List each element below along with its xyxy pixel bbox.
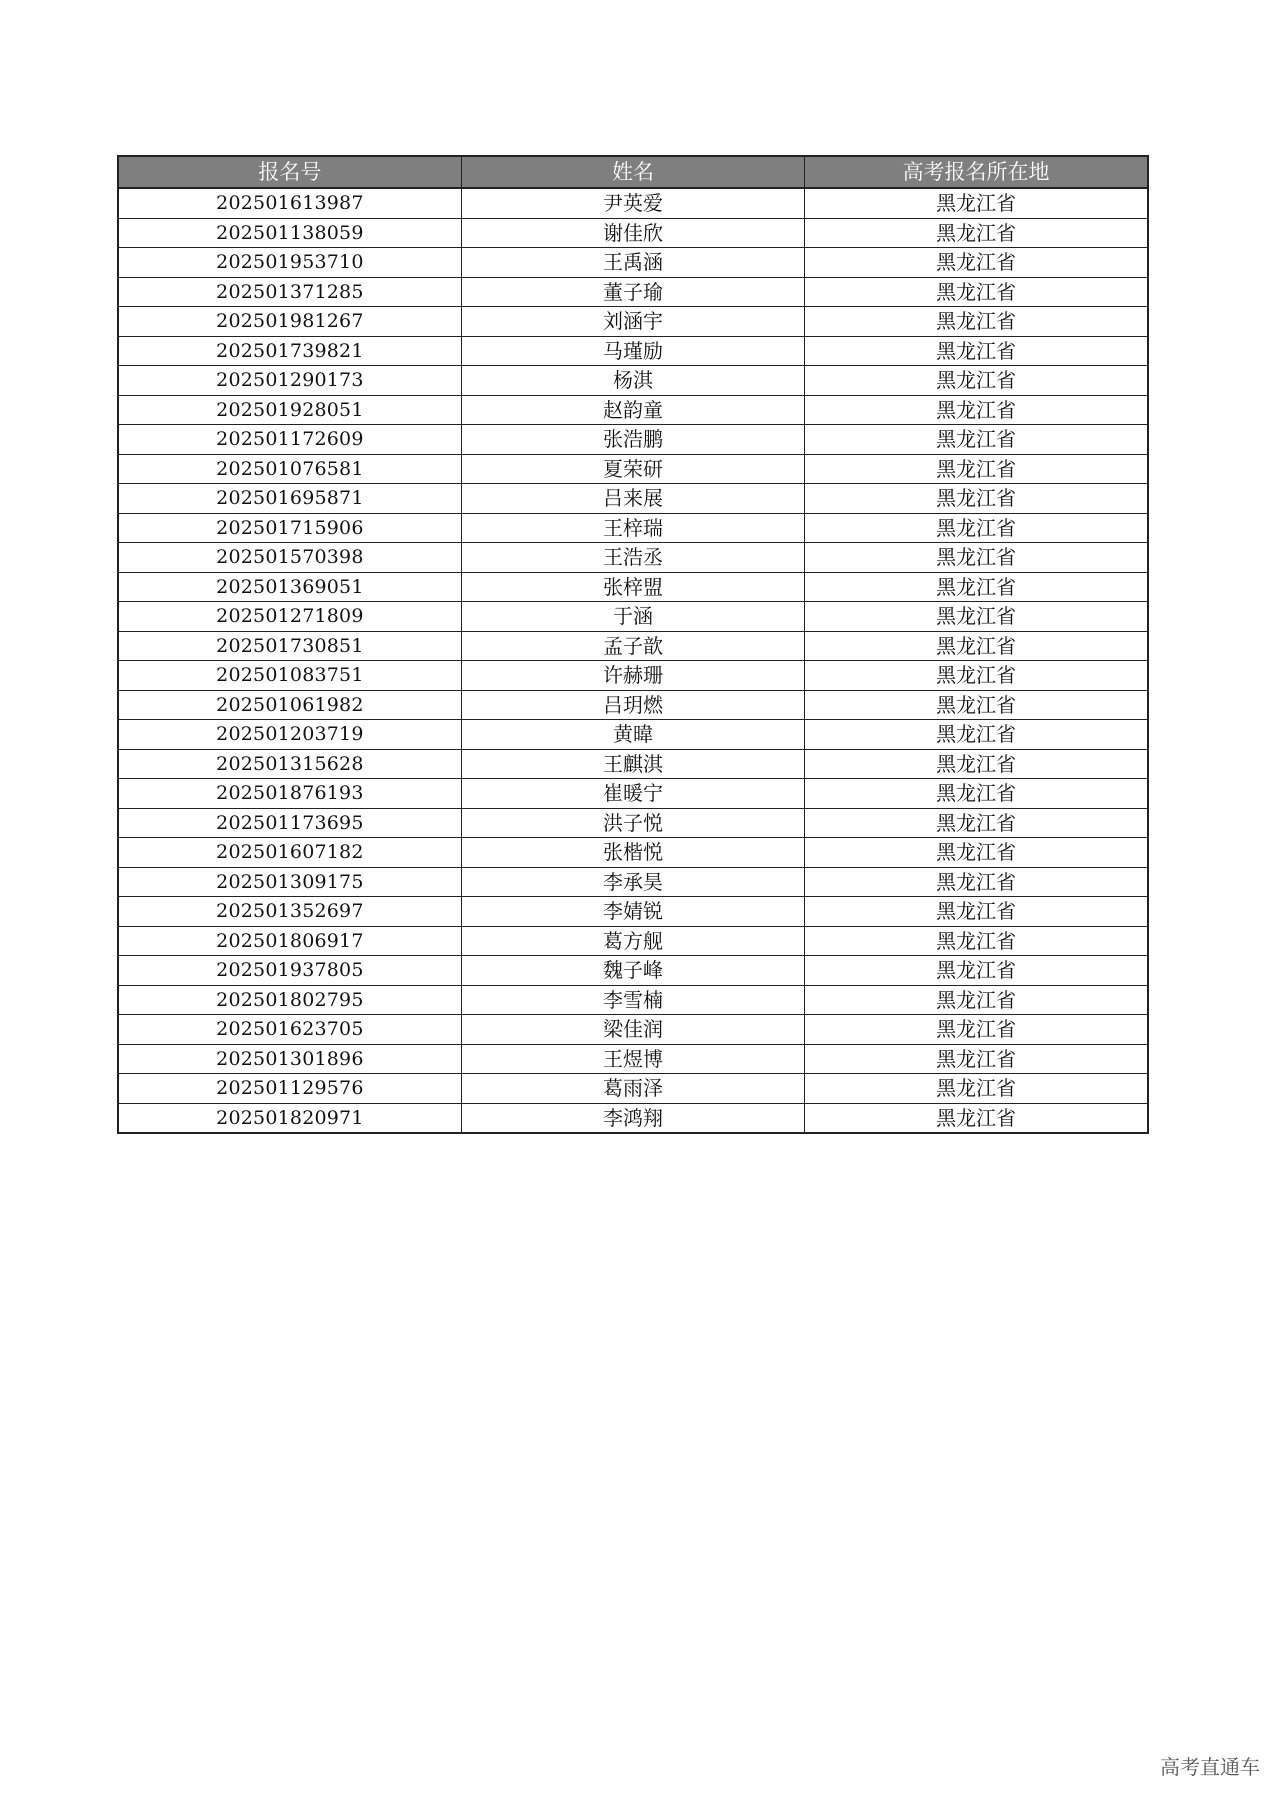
table-row [118, 808, 1148, 838]
table-row [118, 336, 1148, 366]
cell-registration-number: 202501820971 [118, 1103, 461, 1133]
header-name: 姓名 [461, 156, 804, 188]
cell-name: 黄暐 [461, 720, 804, 750]
cell-registration-number: 202501876193 [118, 779, 461, 809]
cell-name: 赵韵童 [461, 395, 804, 425]
cell-registration-number: 202501138059 [118, 218, 461, 248]
cell-registration-location: 黑龙江省 [805, 867, 1148, 897]
cell-registration-number: 202501172609 [118, 425, 461, 455]
cell-registration-number: 202501953710 [118, 248, 461, 278]
cell-name: 董子瑜 [461, 277, 804, 307]
cell-registration-number: 202501315628 [118, 749, 461, 779]
cell-registration-location: 黑龙江省 [805, 1044, 1148, 1074]
table-row [118, 690, 1148, 720]
cell-registration-number: 202501371285 [118, 277, 461, 307]
cell-registration-number: 202501083751 [118, 661, 461, 691]
cell-name: 刘涵宇 [461, 307, 804, 337]
cell-registration-location: 黑龙江省 [805, 277, 1148, 307]
cell-registration-location: 黑龙江省 [805, 395, 1148, 425]
table-row [118, 897, 1148, 927]
cell-name: 李婧锐 [461, 897, 804, 927]
cell-name: 王煜博 [461, 1044, 804, 1074]
cell-name: 李鸿翔 [461, 1103, 804, 1133]
cell-registration-location: 黑龙江省 [805, 1103, 1148, 1133]
cell-registration-number: 202501290173 [118, 366, 461, 396]
cell-name: 谢佳欣 [461, 218, 804, 248]
cell-name: 杨淇 [461, 366, 804, 396]
registration-table [117, 155, 1149, 1134]
cell-registration-location: 黑龙江省 [805, 513, 1148, 543]
table-row [118, 926, 1148, 956]
table-row [118, 661, 1148, 691]
cell-name: 王浩丞 [461, 543, 804, 573]
cell-registration-number: 202501173695 [118, 808, 461, 838]
table-row [118, 1015, 1148, 1045]
cell-registration-location: 黑龙江省 [805, 572, 1148, 602]
cell-registration-number: 202501928051 [118, 395, 461, 425]
table-row [118, 1044, 1148, 1074]
cell-registration-location: 黑龙江省 [805, 248, 1148, 278]
cell-registration-location: 黑龙江省 [805, 602, 1148, 632]
table-row [118, 218, 1148, 248]
cell-name: 魏子峰 [461, 956, 804, 986]
table-row [118, 454, 1148, 484]
cell-registration-location: 黑龙江省 [805, 779, 1148, 809]
table-row [118, 484, 1148, 514]
cell-registration-location: 黑龙江省 [805, 366, 1148, 396]
cell-registration-number: 202501203719 [118, 720, 461, 750]
header-registration-number: 报名号 [118, 156, 461, 188]
cell-registration-number: 202501309175 [118, 867, 461, 897]
table-row [118, 631, 1148, 661]
table-row [118, 867, 1148, 897]
cell-registration-number: 202501352697 [118, 897, 461, 927]
cell-registration-location: 黑龙江省 [805, 218, 1148, 248]
cell-registration-number: 202501806917 [118, 926, 461, 956]
table-row [118, 749, 1148, 779]
cell-name: 吕玥燃 [461, 690, 804, 720]
table-row [118, 779, 1148, 809]
table-row [118, 602, 1148, 632]
cell-registration-location: 黑龙江省 [805, 336, 1148, 366]
cell-registration-number: 202501695871 [118, 484, 461, 514]
cell-name: 于涵 [461, 602, 804, 632]
cell-name: 王梓瑞 [461, 513, 804, 543]
table-row [118, 395, 1148, 425]
cell-name: 李雪楠 [461, 985, 804, 1015]
cell-registration-location: 黑龙江省 [805, 749, 1148, 779]
header-registration-location: 高考报名所在地 [805, 156, 1148, 188]
cell-registration-number: 202501129576 [118, 1074, 461, 1104]
cell-registration-location: 黑龙江省 [805, 926, 1148, 956]
cell-name: 洪子悦 [461, 808, 804, 838]
cell-registration-number: 202501061982 [118, 690, 461, 720]
cell-registration-location: 黑龙江省 [805, 838, 1148, 868]
table-row [118, 543, 1148, 573]
cell-registration-number: 202501613987 [118, 188, 461, 218]
cell-registration-location: 黑龙江省 [805, 1074, 1148, 1104]
cell-name: 梁佳润 [461, 1015, 804, 1045]
cell-name: 李承昊 [461, 867, 804, 897]
cell-registration-location: 黑龙江省 [805, 188, 1148, 218]
cell-registration-location: 黑龙江省 [805, 1015, 1148, 1045]
cell-registration-location: 黑龙江省 [805, 690, 1148, 720]
cell-registration-number: 202501369051 [118, 572, 461, 602]
cell-name: 马瑾励 [461, 336, 804, 366]
table-row [118, 248, 1148, 278]
cell-registration-location: 黑龙江省 [805, 484, 1148, 514]
cell-registration-location: 黑龙江省 [805, 661, 1148, 691]
cell-registration-location: 黑龙江省 [805, 307, 1148, 337]
table-row [118, 1103, 1148, 1133]
cell-name: 张浩鹏 [461, 425, 804, 455]
cell-registration-location: 黑龙江省 [805, 956, 1148, 986]
cell-name: 王麒淇 [461, 749, 804, 779]
cell-registration-number: 202501981267 [118, 307, 461, 337]
cell-registration-location: 黑龙江省 [805, 897, 1148, 927]
cell-registration-location: 黑龙江省 [805, 808, 1148, 838]
table-row [118, 188, 1148, 218]
cell-name: 葛方舰 [461, 926, 804, 956]
cell-name: 张楷悦 [461, 838, 804, 868]
cell-registration-number: 202501730851 [118, 631, 461, 661]
cell-registration-location: 黑龙江省 [805, 425, 1148, 455]
cell-registration-number: 202501570398 [118, 543, 461, 573]
table-row [118, 307, 1148, 337]
cell-registration-location: 黑龙江省 [805, 985, 1148, 1015]
table-row [118, 572, 1148, 602]
cell-registration-location: 黑龙江省 [805, 631, 1148, 661]
cell-registration-number: 202501937805 [118, 956, 461, 986]
cell-registration-number: 202501802795 [118, 985, 461, 1015]
table-header [118, 156, 1148, 188]
cell-registration-number: 202501301896 [118, 1044, 461, 1074]
table-row [118, 425, 1148, 455]
cell-name: 夏荣研 [461, 454, 804, 484]
cell-registration-number: 202501607182 [118, 838, 461, 868]
cell-name: 葛雨泽 [461, 1074, 804, 1104]
cell-name: 崔暖宁 [461, 779, 804, 809]
cell-name: 王禹涵 [461, 248, 804, 278]
cell-name: 许赫珊 [461, 661, 804, 691]
table-row [118, 366, 1148, 396]
cell-registration-location: 黑龙江省 [805, 720, 1148, 750]
table-row [118, 956, 1148, 986]
table-row [118, 985, 1148, 1015]
table-row [118, 513, 1148, 543]
cell-registration-number: 202501623705 [118, 1015, 461, 1045]
cell-name: 吕来展 [461, 484, 804, 514]
table-row [118, 720, 1148, 750]
table-row [118, 1074, 1148, 1104]
table-body [118, 188, 1148, 1133]
table-row [118, 838, 1148, 868]
cell-registration-location: 黑龙江省 [805, 454, 1148, 484]
watermark-text: 高考直通车 [1160, 1755, 1260, 1779]
cell-registration-number: 202501271809 [118, 602, 461, 632]
cell-registration-number: 202501715906 [118, 513, 461, 543]
cell-name: 张梓盟 [461, 572, 804, 602]
header-row [118, 156, 1148, 188]
cell-name: 孟子歆 [461, 631, 804, 661]
cell-name: 尹英爱 [461, 188, 804, 218]
cell-registration-number: 202501076581 [118, 454, 461, 484]
cell-registration-number: 202501739821 [118, 336, 461, 366]
table-row [118, 277, 1148, 307]
cell-registration-location: 黑龙江省 [805, 543, 1148, 573]
